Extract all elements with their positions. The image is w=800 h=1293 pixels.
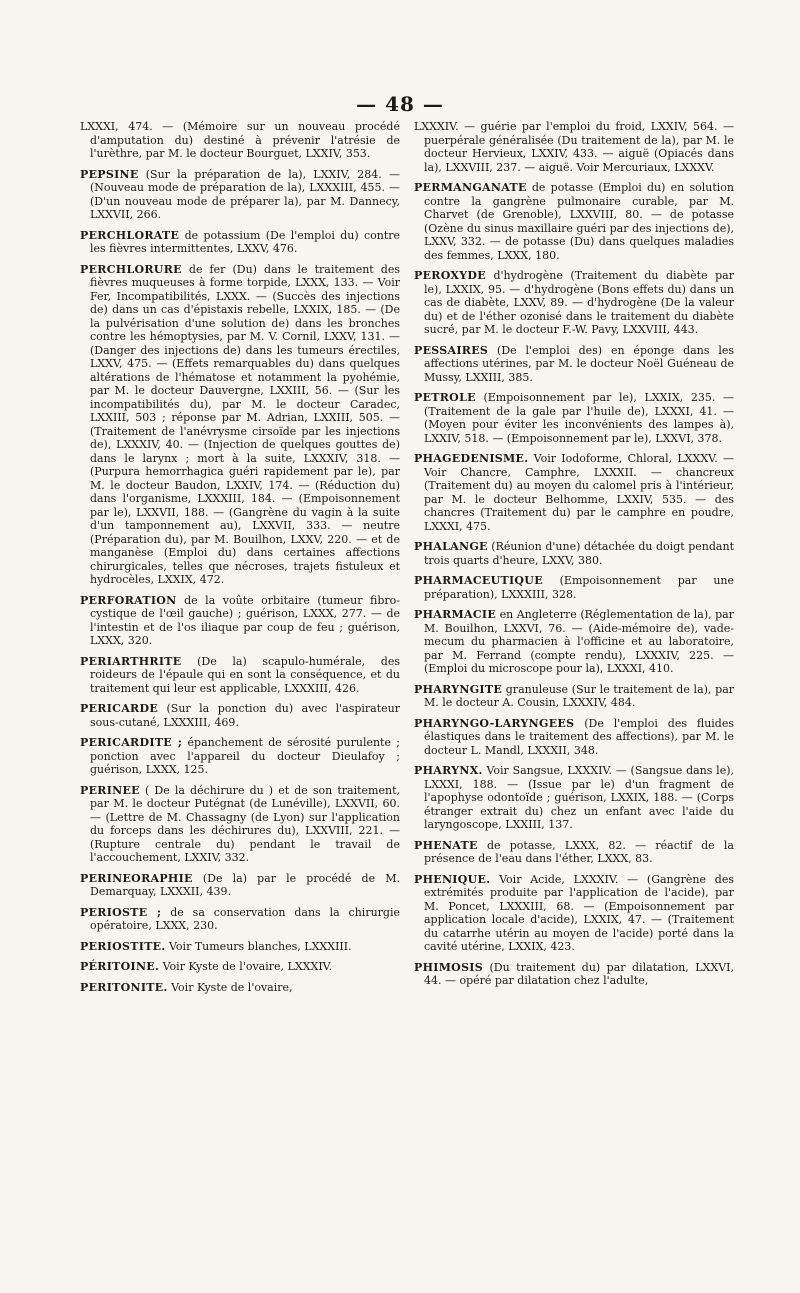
entry-text: Voir Tumeurs blanches, LXXXIII.: [169, 939, 352, 953]
index-entry: [80, 702, 400, 729]
entry-text: (Sur la préparation de la), LXXIV, 284. — (Nouveau mode de préparation de la), LXXXIII, 455. — (D'un nouveau mode de préparer la), par M. Dannecy, LXXVII, 266.: [90, 167, 400, 221]
entry-text: (Du traitement du) par dilatation, LXXVI, 44. — opéré par dilatation chez l'adulte,: [424, 960, 735, 987]
index-entry: [414, 683, 734, 710]
entry-headword: PESSAIRES: [414, 343, 489, 357]
index-entry: [414, 961, 734, 988]
entry-headword: PEPSINE: [80, 167, 139, 181]
entry-headword: PERCHLORATE: [80, 228, 180, 242]
index-entry: [414, 839, 734, 866]
entry-headword: PETROLE: [414, 391, 476, 404]
entry-text: (De la) scapulo-humérale, des roideurs de l'épaule qui en sont la conséquence, et du traitement qui leur est applicable, LXXXIII, 426.: [90, 654, 400, 695]
entry-text: de potasse, LXXX, 82. — réactif de la présence de l'eau dans l'éther, LXXX, 83.: [424, 838, 734, 865]
entry-text: de potassium (De l'emploi du) contre les fièvres intermittentes, LXXV, 476.: [90, 228, 401, 255]
index-entry: [80, 784, 400, 865]
entry-headword: PERITONITE.: [80, 980, 168, 994]
entry-text: de fer (Du) dans le traitement des fièvres muqueuses à forme torpide, LXXX, 133. — Voir Fer, Incompatibilités, LXXX. — (Succès des injections de) dans un cas d'épistaxis rebelle, LXXIX, 185. — (De la pulvérisation d'une solution de) dans les bronches contre les hémoptysies, par M. V. Cornil, LXXV, 131. — (Danger des injections de) dans les tumeurs érectiles, LXXV, 475. — (Effets remarquables du) dans quelques altérations de l'hématose et notamment la pyohémie, par M. le docteur Dauvergne, LXXIII, 56. — (Sur les incompatibilités du), par M. le docteur Caradec, LXXIII, 503 ; réponse par M. Adrian, LXXIII, 505. — (Traitement de l'anévrysme cirsoïde par les injections de), LXXXIV, 40. — (Injection de quelques gouttes de) dans le larynx ; mort à la suite, LXXXIV, 318. — (Purpura hemorrhagica guéri rapidement par le), par M. le docteur Baudon, LXXIV, 174. — (Réduction du) dans l'organisme, LXXXIII, 184. — (Empoisonnement par le), LXXVII, 188. — (Gangrène du vagin à la suite d'un tamponnement au), LXXVII, 333. — neutre (Préparation du), par M. Bouilhon, LXXV, 220. — et de manganèse (Emploi du) dans certaines affections chirurgicales, telles que nécroses, trajets fistuleux et hydrocèles, LXXIX, 472.: [90, 262, 400, 586]
entry-headword: PHARYNX.: [414, 764, 483, 777]
entry-headword: PHARMACEUTIQUE: [414, 574, 543, 587]
index-entry: [80, 120, 400, 161]
entry-text: (Réunion d'une) détachée du doigt pendant trois quarts d'heure, LXXV, 380.: [424, 540, 734, 567]
entry-text: (Empoisonnement par le), LXXIX, 235. — (Traitement de la gale par l'huile de), LXXXI, 41. — (Moyen pour éviter les inconvénients des lampes à), LXXIV, 518. — (Empoisonnement par le), LXXVI, 378.: [424, 391, 734, 445]
entry-headword: PHENIQUE.: [414, 872, 491, 886]
index-entry: [414, 717, 734, 758]
entry-text: (De l'emploi des) en éponge dans les affections utérines, par M. le docteur Noël Guéneau de Mussy, LXXIII, 385.: [424, 343, 734, 384]
entry-text: (Sur la ponction du) avec l'aspirateur sous-cutané, LXXXIII, 469.: [90, 702, 400, 729]
entry-headword: PERICARDITE ;: [80, 736, 183, 749]
entry-headword: PERICARDE: [80, 702, 158, 715]
right-column: [414, 120, 734, 995]
entry-headword: PERFORATION: [80, 593, 177, 607]
entry-headword: PHALANGE: [414, 540, 488, 553]
entry-text: (De la) par le procédé de M. Demarquay, LXXXII, 439.: [90, 871, 401, 898]
index-entry: [414, 540, 734, 567]
index-entry: [80, 960, 400, 974]
index-entry: [414, 764, 734, 832]
entry-headword: PERCHLORURE: [80, 262, 182, 276]
entry-headword: PERINEORAPHIE: [80, 871, 193, 885]
entry-headword: PEROXYDE: [414, 269, 486, 282]
index-entry: [80, 906, 400, 933]
entry-headword: PERIOSTE ;: [80, 905, 162, 919]
index-entry: [414, 452, 734, 533]
entry-headword: PERIOSTITE.: [80, 939, 166, 953]
page-number: — 48 —: [356, 92, 444, 116]
entry-headword: PERINEE: [80, 783, 140, 797]
index-entry: [414, 391, 734, 445]
entry-text: en Angleterre (Réglementation de la), par M. Bouilhon, LXXVI, 76. — (Aide-mémoire de), vade-mecum du pharmacien à l'officine et au laboratoire, par M. Ferrand (compte rendu), LXXXIV, 225. — (Emploi du microscope pour la), LXXXI, 410.: [424, 608, 734, 675]
index-entry: [414, 873, 734, 954]
entry-headword: PHAGEDENISME.: [414, 452, 529, 465]
index-entry: [414, 608, 734, 676]
entry-text: d'hydrogène (Traitement du diabète par le), LXXIX, 95. — d'hydrogène (Bons effets du) dans un cas de diabète, LXXV, 89. — d'hydrogène (De la valeur du) et de l'éther ozonisé dans le traitement du diabète sucré, par M. le docteur F.-W. Pavy, LXXVIII, 443.: [424, 269, 734, 336]
index-entry: [80, 229, 400, 256]
entry-text: Voir Acide, LXXXIV. — (Gangrène des extrémités produite par l'application de l'acide), par M. Poncet, LXXXIII, 68. — (Empoisonnement par application locale d'acide), LXXIX, 47. — (Traitement du catarrhe utérin au moyen de l'acide) porté dans la cavité utérine, LXXIX, 423.: [424, 872, 734, 953]
entry-text: épanchement de sérosité purulente ; ponction avec l'appareil du docteur Dieulafoy ; guérison, LXXX, 125.: [90, 736, 400, 776]
entry-text: de potasse (Emploi du) en solution contre la gangrène pulmonaire curable, par M. Charvet (de Grenoble), LXXVIII, 80. — de potasse (Ozène du sinus maxillaire guéri par des injections de), LXXV, 332. — de potasse (Du) dans quelques maladies des femmes, LXXX, 180.: [424, 181, 734, 262]
entry-headword: PERMANGANATE: [414, 181, 527, 194]
index-entry: [414, 269, 734, 337]
index-entry: [80, 594, 400, 648]
entry-text: de sa conservation dans la chirurgie opératoire, LXXX, 230.: [90, 905, 400, 932]
entry-text: granuleuse (Sur le traitement de la), par M. le docteur A. Cousin, LXXXIV, 484.: [424, 682, 735, 709]
index-entry: [80, 263, 400, 587]
entry-text: Voir Kyste de l'ovaire,: [171, 980, 293, 994]
entry-headword: PERIARTHRITE: [80, 654, 182, 668]
entry-text: de la voûte orbitaire (tumeur fibro-cystique de l'œil gauche) ; guérison, LXXX, 277. — de l'intestin et de l'os iliaque par coup de feu ; guérison, LXXX, 320.: [90, 593, 400, 647]
entry-text: (Empoisonnement par une préparation), LXXXIII, 328.: [424, 574, 735, 601]
index-entry: [80, 981, 400, 995]
entry-headword: PHARYNGITE: [414, 682, 503, 696]
left-column: [80, 120, 400, 1001]
index-entry: [80, 655, 400, 696]
index-entry: [414, 344, 734, 385]
entry-text: Voir Iodoforme, Chloral, LXXXV. — Voir Chancre, Camphre, LXXXII. — chancreux (Traitement du) au moyen du calomel pris à l'intérieur, par M. le docteur Belhomme, LXXIV, 535. — des chancres (Traitement du) par le camphre en poudre, LXXXI, 475.: [424, 452, 734, 533]
index-entry: [80, 940, 400, 954]
entry-text: LXXXI, 474. — (Mémoire sur un nouveau procédé d'amputation du) destiné à prévenir l'atrésie de l'urèthre, par M. le docteur Bourguet, LXXIV, 353.: [80, 120, 400, 160]
entry-text: Voir Kyste de l'ovaire, LXXXIV.: [162, 960, 333, 973]
entry-headword: PHENATE: [414, 838, 478, 852]
entry-text: (De l'emploi des fluides élastiques dans le traitement des affections), par M. le docteur L. Mandl, LXXXII, 348.: [424, 716, 735, 757]
index-entry: [414, 574, 734, 601]
entry-text: ( De la déchirure du ) et de son traitement, par M. le docteur Putégnat (de Lunéville), LXXVII, 60. — (Lettre de M. Chassagny (de Lyon) sur l'application du forceps dans les déchirures du), LXXVIII, 221. — (Rupture centrale du) pendant le travail de l'accouchement, LXXIV, 332.: [90, 783, 400, 864]
index-entry: [414, 120, 734, 174]
entry-text: Voir Sangsue, LXXXIV. — (Sangsue dans le), LXXXI, 188. — (Issue par le) d'un fragment de l'apophyse odontoïde ; guérison, LXXIX, 188. — (Corps étranger extrait du) chez un enfant avec l'aide du laryngoscope, LXXIII, 137.: [424, 764, 734, 831]
entry-text: LXXXIV. — guérie par l'emploi du froid, LXXIV, 564. — puerpérale généralisée (Du traitement de la), par M. le docteur Hervieux, LXXIV, 433. — aiguë (Opiacés dans la), LXXVIII, 237. — aiguë. Voir Mercuriaux, LXXXV.: [414, 120, 734, 174]
index-entry: [80, 872, 400, 899]
index-entry: [80, 736, 400, 777]
entry-headword: PÉRITOINE.: [80, 960, 160, 973]
entry-headword: PHARYNGO-LARYNGEES: [414, 716, 575, 730]
index-entry: [80, 168, 400, 222]
index-entry: [414, 181, 734, 262]
entry-headword: PHIMOSIS: [414, 960, 484, 974]
entry-headword: PHARMACIE: [414, 608, 497, 621]
